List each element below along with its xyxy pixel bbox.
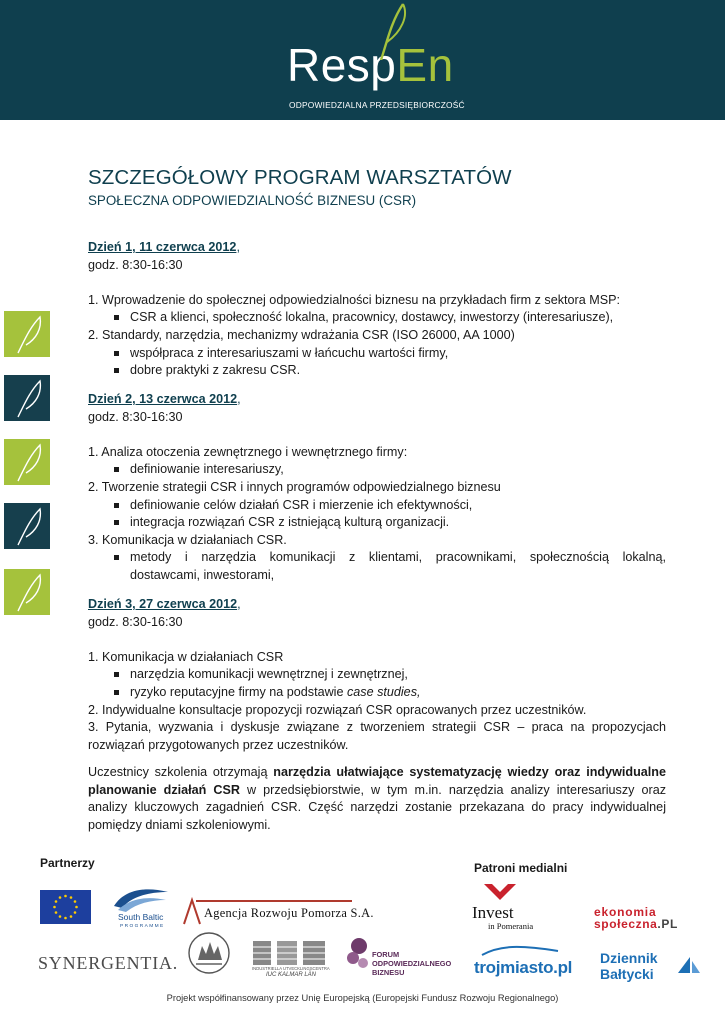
invest-pomerania-mark-icon — [482, 880, 518, 902]
south-baltic-text: South Baltic — [118, 912, 164, 922]
day3-item-3: 3. Pytania, wyzwania i dyskusje związane z tworzeniem strategii CSR – praca na propozycjach rozwiązań przygotowanych przez uczestników. — [88, 720, 666, 752]
day2-item-3: 3. Komunikacja w działaniach CSR. — [88, 532, 287, 547]
cofinancing-note: Projekt współfinansowany przez Unię Europejską (Europejski Fundusz Rozwoju Regionalnego) — [166, 993, 559, 1003]
day2-heading: Dzień 2, 13 czerwca 2012 — [88, 392, 238, 406]
day1-hours: godz. 8:30-16:30 — [88, 257, 183, 272]
day2-bullet-3: integracja rozwiązań CSR z istniejącą kulturą organizacji. — [88, 514, 666, 532]
day1-item-2: 2. Standardy, narzędzia, mechanizmy wdrażania CSR (ISO 26000, AA 1000) — [88, 327, 515, 342]
ekonomia-spoleczna-pl: .PL — [657, 917, 678, 931]
day1-item-1: 1. Wprowadzenie do społecznej odpowiedzialności biznesu na przykładach firm z sektora MSP: — [88, 292, 620, 307]
forum-line-1: FORUM — [372, 950, 400, 959]
day1-bullet-2: współpraca z interesariuszami w łańcuchu wartości firmy, — [88, 345, 666, 363]
leaf-tile-icon — [4, 375, 50, 421]
day3-heading-tail: , — [237, 597, 241, 611]
day3-item-2: 2. Indywidualne konsultacje propozycji rozwiązań CSR opracowanych przez uczestników. — [88, 702, 587, 717]
synergentia-logo-text: SYNERGENTIA. — [38, 953, 179, 973]
summary-bold: narzędzia ułatwiające systematyzację wiedzy oraz indywidualne planowanie działań CSR — [88, 765, 666, 797]
partners-label: Partnerzy — [40, 856, 95, 870]
day2-bullet-2: definiowanie celów działań CSR i mierzenie ich efektywności, — [88, 497, 666, 515]
day2-bullet-1: definiowanie interesariuszy, — [88, 461, 666, 479]
arp-decor-line — [196, 900, 352, 902]
trojmiasto-wave-icon — [480, 945, 560, 959]
dziennik-sail-icon — [676, 955, 702, 975]
day3-bullet-2-text: ryzyko reputacyjne firmy na podstawie — [130, 684, 347, 699]
dziennik-line-1: Dziennik — [600, 950, 658, 966]
day3-hours: godz. 8:30-16:30 — [88, 614, 183, 629]
day3-bullet-2 — [88, 684, 666, 702]
arp-mark-icon — [180, 896, 204, 926]
day2-bullet-4: metody i narzędzia komunikacji z klientami, pracownikami, społecznością lokalną, — [88, 549, 666, 567]
dziennik-line-2: Bałtycki — [600, 966, 654, 982]
day2-bullet-4-cont: dostawcami, inwestorami, — [130, 567, 275, 582]
logo-en: En — [396, 39, 454, 91]
logo-subtitle: ODPOWIEDZIALNA PRZEDSIĘBIORCZOŚĆ — [289, 100, 465, 110]
leaf-tile-icon — [4, 439, 50, 485]
day2-item-1: 1. Analiza otoczenia zewnętrznego i wewnętrznego firmy: — [88, 444, 408, 459]
trojmiasto-logo-text: trojmiasto.pl — [474, 958, 573, 977]
invest-logo-text: Invest — [472, 903, 514, 922]
summary-post: w przedsiębiorstwie, w tym m.in. narzędzia analizy interesariuszy oraz analizy kluczowych zagadnień CSR. Część narzędzi zostanie przekazana do pracy indywidualnej pomiędzy dniami szkoleniowymi. — [88, 782, 667, 832]
iuc-subtitle-2: IUC KALMAR LÄN — [266, 972, 317, 978]
ekonomia-spoleczna-line2 — [594, 917, 678, 931]
day1-section — [88, 239, 666, 380]
south-baltic-programme: PROGRAMME — [120, 924, 165, 929]
day2-heading-tail: , — [237, 392, 241, 406]
day1-bullet-3: dobre praktyki z zakresu CSR. — [88, 362, 666, 380]
ekonomia-spoleczna-line1: ekonomia — [594, 905, 657, 919]
leaf-icon — [373, 2, 413, 60]
summary-paragraph — [88, 764, 666, 834]
day2-item-2: 2. Tworzenie strategii CSR i innych programów odpowiedzialnego biznesu — [88, 479, 501, 494]
page-subtitle: SPOŁECZNA ODPOWIEDZIALNOŚĆ BIZNESU (CSR) — [88, 193, 417, 208]
forum-logo-icon — [345, 936, 371, 972]
ekonomia-spoleczna-word: społeczna — [594, 917, 658, 931]
day1-bullet-1: CSR a klienci, społeczność lokalna, pracownicy, dostawcy, inwestorzy (interesariusze), — [88, 309, 666, 327]
day3-bullet-1: narzędzia komunikacji wewnętrznej i zewnętrznej, — [88, 666, 666, 684]
leaf-tile-icon — [4, 503, 50, 549]
arp-logo-text: Agencja Rozwoju Pomorza S.A. — [204, 906, 374, 920]
summary-pre: Uczestnicy szkolenia otrzymają — [88, 765, 274, 779]
forum-line-2: ODPOWIEDZIALNEGO — [372, 959, 452, 968]
day3-item-1: 1. Komunikacja w działaniach CSR — [88, 649, 284, 664]
page-title: SZCZEGÓŁOWY PROGRAM WARSZTATÓW — [88, 166, 512, 189]
logo-resp: Resp — [287, 39, 397, 91]
city-crest-icon — [186, 930, 232, 976]
leaf-tile-icon — [4, 311, 50, 357]
respen-logo — [287, 8, 465, 116]
header-banner — [0, 0, 725, 120]
day3-bullet-2-italic: case studies, — [346, 684, 421, 699]
eu-flag-icon — [40, 890, 91, 924]
invest-logo-sub: in Pomerania — [488, 921, 534, 931]
iuc-subtitle-1: INDUSTRIELLA UTVECKLINGSCENTRA — [252, 966, 330, 971]
day2-section — [88, 391, 666, 585]
day2-hours: godz. 8:30-16:30 — [88, 409, 183, 424]
leaf-tile-icon — [4, 569, 50, 615]
day3-heading: Dzień 3, 27 czerwca 2012 — [88, 597, 238, 611]
logo-wordmark — [287, 40, 454, 90]
day1-heading: Dzień 1, 11 czerwca 2012 — [88, 240, 237, 254]
forum-line-3: BIZNESU — [372, 968, 405, 977]
media-patrons-label: Patroni medialni — [474, 861, 568, 875]
day1-heading-tail: , — [236, 240, 240, 254]
day3-section — [88, 596, 666, 754]
